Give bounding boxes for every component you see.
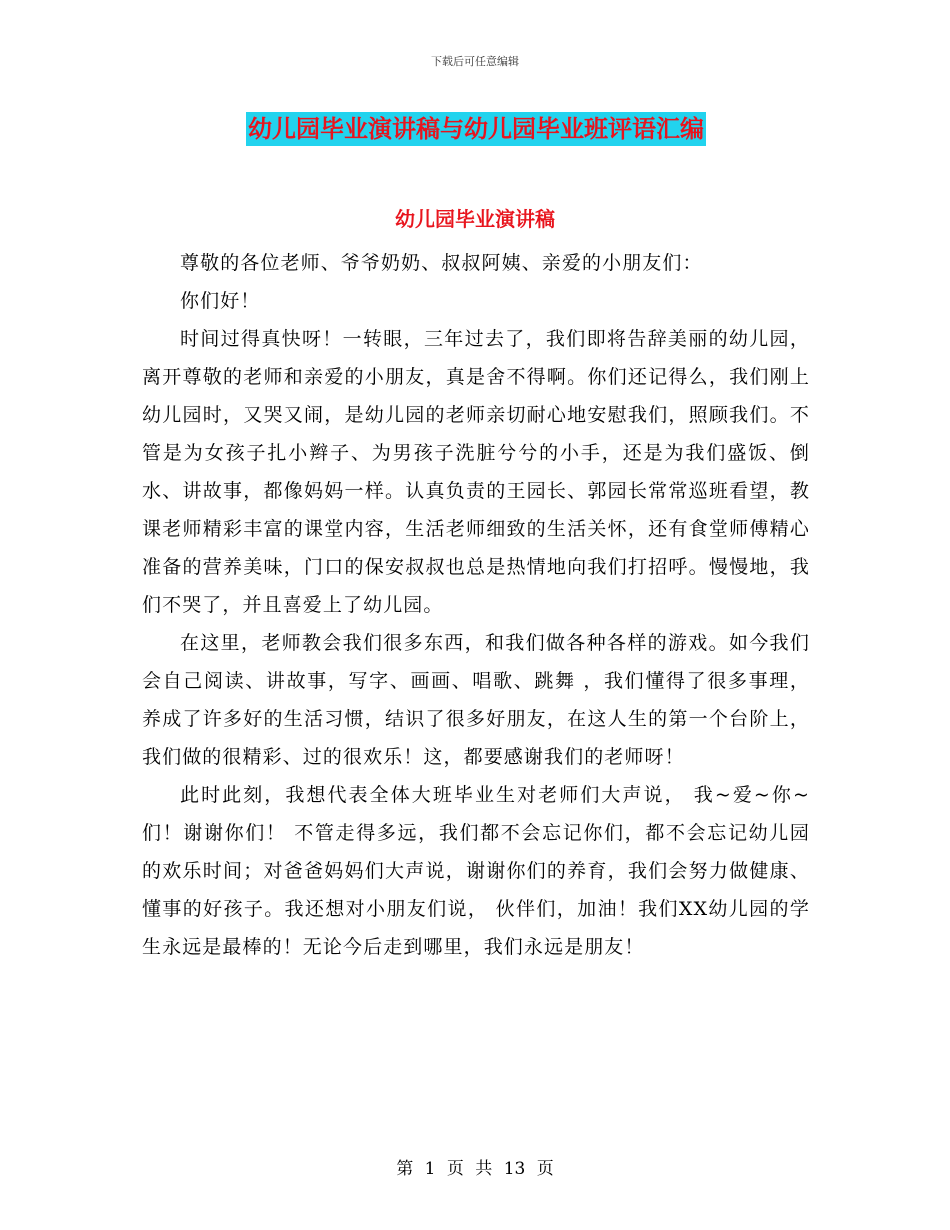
document-body bbox=[142, 244, 810, 966]
paragraph-hello: 你们好！ bbox=[180, 290, 261, 312]
paragraph-thanks: 此时此刻，我想代表全体大班毕业生对老师们大声说， 我~爱~你~们！谢谢你们！ 不管走得多远，我们都不会忘记你们，都不会忘记幼儿园的欢乐时间；对爸爸妈妈们大声说，谢谢你们的养育，我们会努力做健康、懂事的好孩子。我还想对小朋友们说， 伙伴们，加油！我们XX幼儿园的学生永远是最棒的！无论今后走到哪里，我们永远是朋友！ bbox=[142, 784, 810, 958]
paragraph-greeting: 尊敬的各位老师、爷爷奶奶、叔叔阿姨、亲爱的小朋友们： bbox=[180, 252, 703, 274]
paragraph-memories: 时间过得真快呀！一转眼，三年过去了，我们即将告辞美丽的幼儿园，离开尊敬的老师和亲爱的小朋友，真是舍不得啊。你们还记得么，我们刚上幼儿园时，又哭又闹，是幼儿园的老师亲切耐心地安慰我们，照顾我们。不管是为女孩子扎小辫子、为男孩子洗脏兮兮的小手，还是为我们盛饭、倒水、讲故事，都像妈妈一样。认真负责的王园长、郭园长常常巡班看望，教课老师精彩丰富的课堂内容，生活老师细致的生活关怀，还有食堂师傅精心准备的营养美味，门口的保安叔叔也总是热情地向我们打招呼。慢慢地，我们不哭了，并且喜爱上了幼儿园。 bbox=[142, 328, 810, 616]
document-title: 幼儿园毕业演讲稿与幼儿园毕业班评语汇编 bbox=[246, 112, 706, 146]
header-note: 下载后可任意编辑 bbox=[431, 55, 519, 68]
paragraph-learning: 在这里，老师教会我们很多东西，和我们做各种各样的游戏。如今我们会自己阅读、讲故事，写字、画画、唱歌、跳舞 ，我们懂得了很多事理，养成了许多好的生活习惯，结识了很多好朋友，在这人生的第一个台阶上，我们做的很精彩、过的很欢乐！这，都要感谢我们的老师呀！ bbox=[142, 632, 810, 768]
page-number-footer: 第 1 页 共 13 页 bbox=[396, 1159, 554, 1179]
section-title: 幼儿园毕业演讲稿 bbox=[395, 207, 555, 231]
